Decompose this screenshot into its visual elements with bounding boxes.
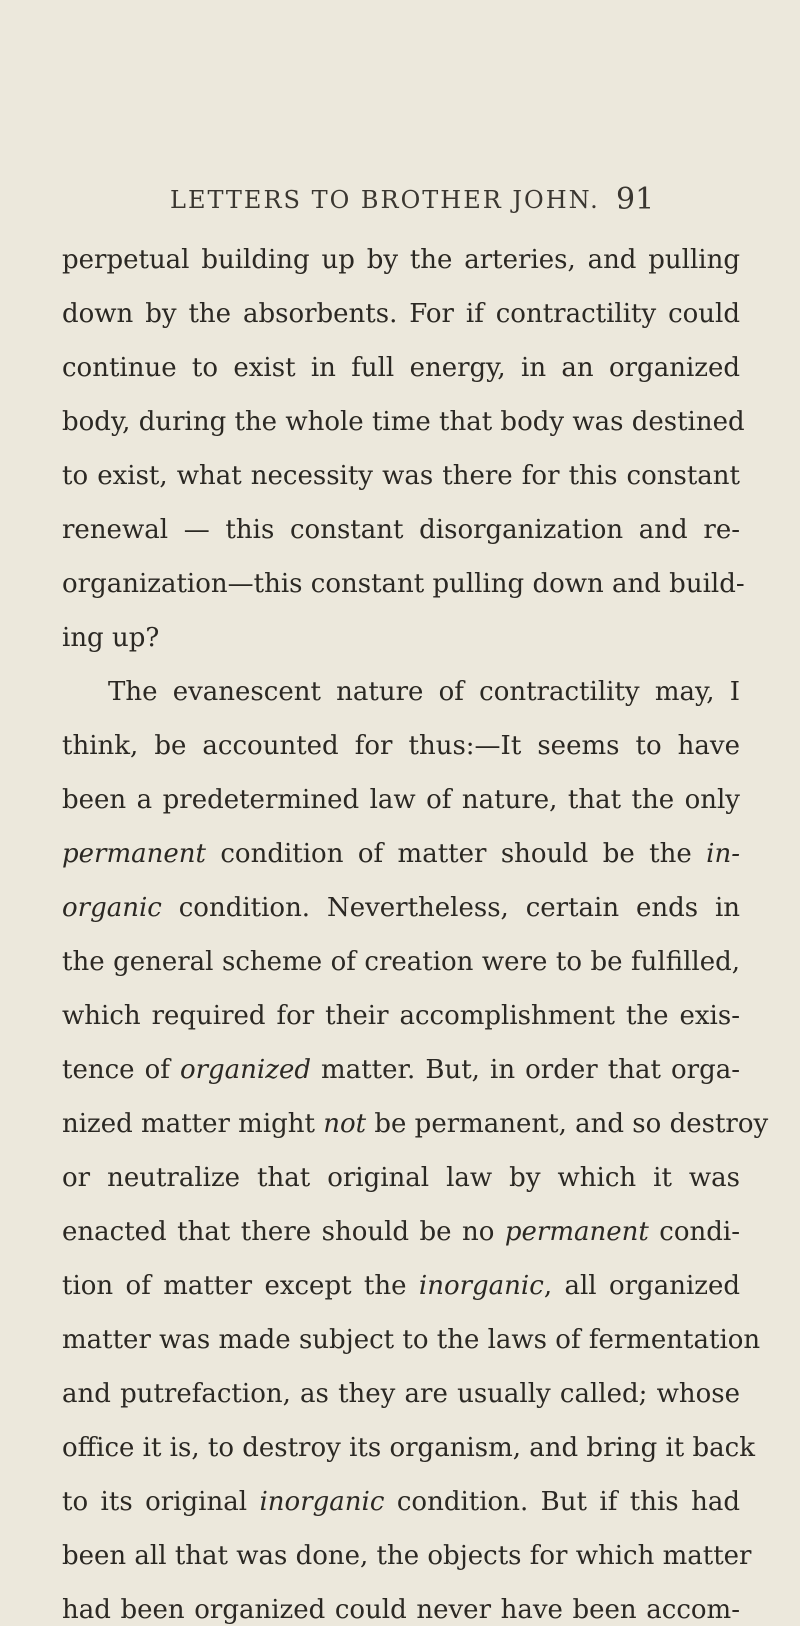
text-line: had been organized could never have been accom- <box>62 1595 740 1625</box>
text-line: been all that was done, the objects for which matter <box>62 1541 752 1571</box>
text-line: which required for their accomplishment the exis- <box>62 1001 740 1031</box>
text-segment: matter. But, in order that orga- <box>310 1055 740 1085</box>
text-line: organization—this constant pulling down and build- <box>62 569 745 599</box>
text-segment: enacted that there should be no <box>62 1217 505 1247</box>
italic-text: inorganic <box>259 1487 385 1517</box>
text-line: body, during the whole time that body was destined <box>62 407 745 437</box>
text-line <box>62 1054 740 1086</box>
page-number: 91 <box>616 182 655 217</box>
text-line <box>62 1108 768 1140</box>
text-segment: condi- <box>648 1217 740 1247</box>
text-line: renewal — this constant disorganization and re- <box>62 515 740 545</box>
italic-text: inorganic <box>418 1271 544 1301</box>
italic-text: organized <box>179 1055 311 1085</box>
text-line: the general scheme of creation were to be fulfilled, <box>62 947 740 977</box>
text-line <box>62 1270 740 1302</box>
text-segment: condition. Nevertheless, certain ends in <box>161 893 740 923</box>
text-line: or neutralize that original law by which it was <box>62 1163 740 1193</box>
text-segment: condition. But if this had <box>384 1487 740 1517</box>
text-segment: be permanent, and so destroy <box>366 1109 769 1139</box>
text-segment: condition of matter should be the <box>205 839 707 869</box>
text-line: ing up? <box>62 623 160 653</box>
text-line: to exist, what necessity was there for this constant <box>62 461 740 491</box>
text-segment: tence of <box>62 1055 180 1085</box>
text-line <box>62 838 740 870</box>
running-header: LETTERS TO BROTHER JOHN. <box>170 186 600 214</box>
text-line: office it is, to destroy its organism, and bring it back <box>62 1433 755 1463</box>
text-line: and putrefaction, as they are usually called; whose <box>62 1379 740 1409</box>
text-line <box>62 1486 740 1518</box>
text-segment: to its original <box>62 1487 260 1517</box>
text-line: been a predetermined law of nature, that the only <box>62 785 740 815</box>
text-segment: nized matter might <box>62 1109 324 1139</box>
text-line <box>62 1216 740 1248</box>
text-line: matter was made subject to the laws of fermentation <box>62 1325 761 1355</box>
italic-text: permanent <box>504 1217 649 1247</box>
text-line <box>62 892 740 924</box>
text-line: The evanescent nature of contractility may, I <box>108 677 740 707</box>
text-segment: tion of matter except the <box>62 1271 419 1301</box>
italic-text: permanent <box>62 839 206 869</box>
text-line: perpetual building up by the arteries, and pulling <box>62 245 740 275</box>
italic-text: not <box>323 1109 367 1139</box>
text-line: continue to exist in full energy, in an organized <box>62 353 740 383</box>
italic-text: organic <box>62 893 162 923</box>
text-line: down by the absorbents. For if contractility could <box>62 299 740 329</box>
text-segment: , all organized <box>543 1271 740 1301</box>
text-line: think, be accounted for thus:—It seems to have <box>62 731 740 761</box>
italic-text: in- <box>706 839 740 869</box>
